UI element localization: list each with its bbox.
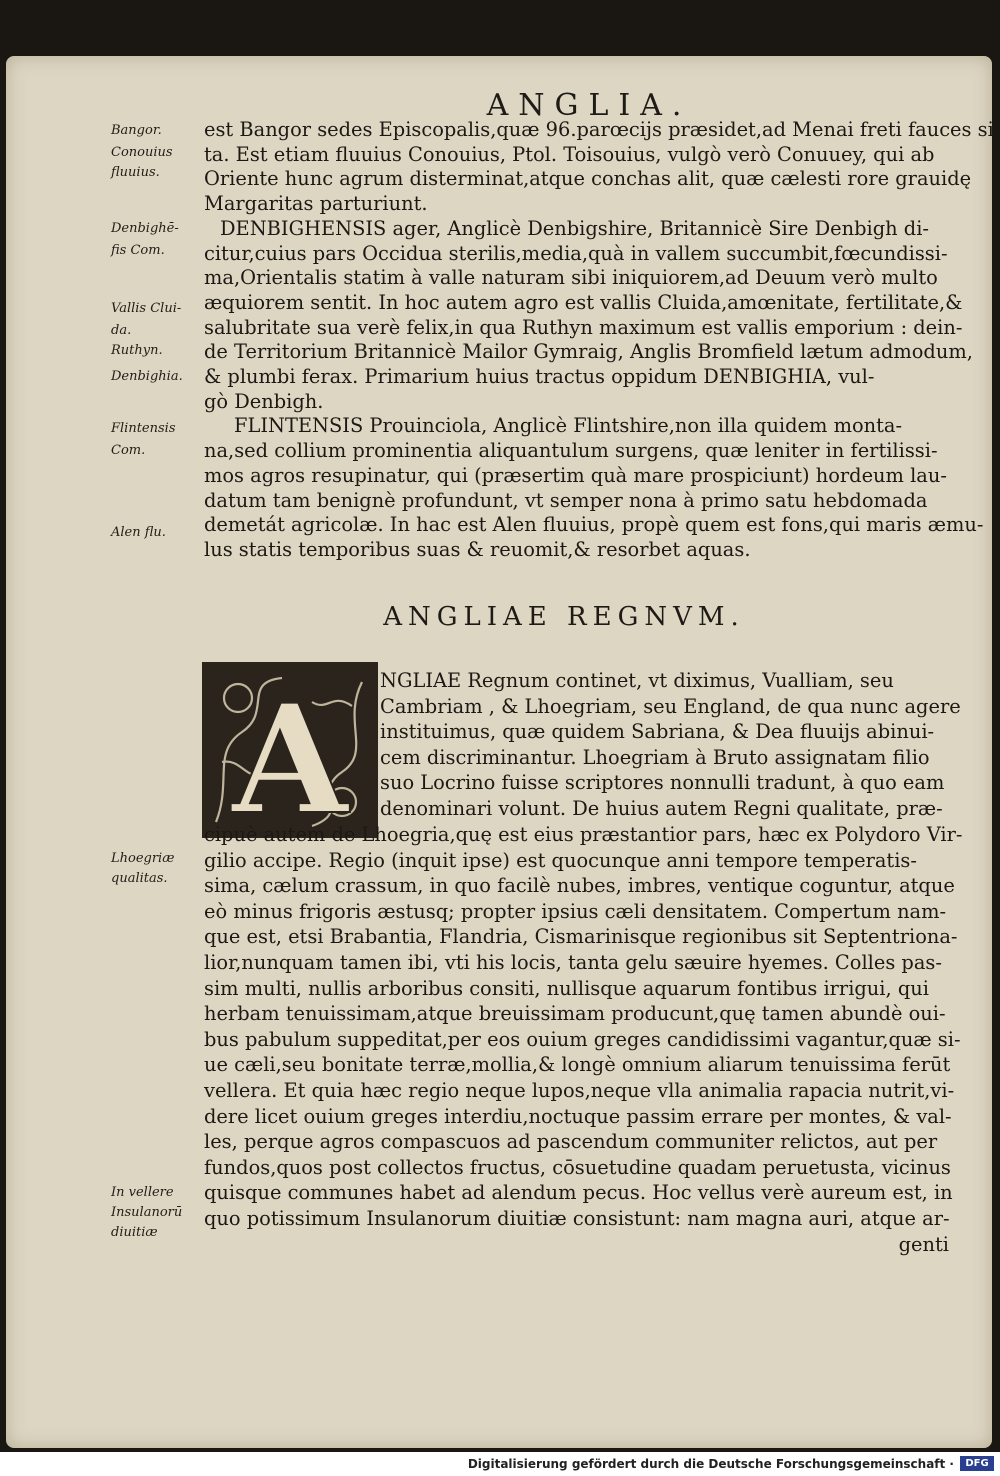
margin-note: Flintensis <box>111 421 176 436</box>
margin-note: Com. <box>111 443 146 458</box>
margin-note: Denbighē- <box>111 221 179 236</box>
text-line: suo Locrino fuisse scriptores nonnulli tradunt, à quo eam <box>380 771 945 795</box>
text-line: cipuè autem de Lhoegria,quę est eius præstantior pars, hæc ex Polydoro Vir- <box>204 823 963 846</box>
catchword: genti <box>898 1232 949 1256</box>
text-line: cem discriminantur. Lhoegriam à Bruto assignatam filio <box>380 745 930 769</box>
text-line: sima, cælum crassum, in quo facilè nubes, imbres, ventique coguntur, atque <box>204 874 955 898</box>
text-line: citur,cuius pars Occidua sterilis,media,quà in vallem succumbit,fœcundissi- <box>204 241 948 265</box>
text-line: herbam tenuissimam,atque breuissimam producunt,quę tamen abundè oui- <box>204 1002 946 1026</box>
text-line: instituimus, quæ quidem Sabriana, & Dea fluuijs abinui- <box>380 720 935 744</box>
text-line: quo potissimum Insulanorum diuitiæ consistunt: nam magna auri, atque ar- <box>204 1206 950 1230</box>
margin-note: Conouius <box>111 145 173 160</box>
text-line: na,sed collium prominentia aliquantulum surgens, quæ leniter in fertilissi- <box>204 439 938 463</box>
text-line: salubritate sua verè felix,in qua Ruthyn maximum est vallis emporium : dein- <box>204 315 963 339</box>
margin-note: da. <box>111 323 132 338</box>
text-line: de Territorium Britannicè Mailor Gymraig, Anglis Bromfield lætum admodum, <box>204 340 973 364</box>
text-line: ma,Orientalis statim à valle naturam sibi iniquiorem,ad Deuum verò multo <box>204 266 938 290</box>
margin-note: diuitiæ <box>111 1225 158 1240</box>
text-line: NGLIAE Regnum continet, vt diximus, Vualliam, seu <box>380 669 894 692</box>
margin-note: Vallis Clui- <box>111 301 182 316</box>
text-line: est Bangor sedes Episcopalis,quæ 96.parœcijs præsidet,ad Menai freti fauces si- <box>204 118 1000 141</box>
margin-note: Insulanorū <box>111 1205 183 1220</box>
text-line: sim multi, nullis arboribus consiti, nullisque aquarum fontibus irrigui, qui <box>204 976 929 1000</box>
text-line: & plumbi ferax. Primarium huius tractus oppidum DENBIGHIA, vul- <box>204 365 875 389</box>
paragraph-england-body <box>204 822 963 1257</box>
decorated-initial-icon <box>202 662 378 838</box>
margin-note: Denbighia. <box>111 369 183 384</box>
paragraph-england-intro <box>380 668 961 822</box>
dfg-logo[interactable]: DFG <box>960 1456 994 1471</box>
margin-note: In vellere <box>111 1185 174 1200</box>
text-line: DENBIGHENSIS ager, Anglicè Denbigshire, Britannicè Sire Denbigh di- <box>220 216 929 240</box>
text-line: fundos,quos post collectos fructus, cōsuetudine quadam peruetusta, vicinus <box>204 1155 951 1179</box>
text-line: que est, etsi Brabantia, Flandria, Cismarinisque regionibus sit Septentriona- <box>204 925 958 949</box>
text-line: æquiorem sentit. In hoc autem agro est vallis Cluida,amœnitate, fertilitate,& <box>204 290 963 314</box>
margin-note: Alen flu. <box>111 525 166 540</box>
text-line: Oriente hunc agrum disterminat,atque conchas alit, quæ cælesti rore grauidę <box>204 167 972 191</box>
text-line: datum tam benignè profundunt, vt semper nona à primo satu hebdomada <box>204 488 928 512</box>
text-line: denominari volunt. De huius autem Regni qualitate, præ- <box>380 796 943 820</box>
text-line: dere licet ouium greges interdiu,noctuque passim errare per montes, & val- <box>204 1104 952 1128</box>
margin-note: fluuius. <box>111 165 160 180</box>
text-line: FLINTENSIS Prouinciola, Anglicè Flintshire,non illa quidem monta- <box>234 414 903 438</box>
margin-note: qualitas. <box>111 871 168 886</box>
margin-note: Lhoegriæ <box>111 851 175 866</box>
text-line: demetát agricolæ. In hac est Alen fluuius, propè quem est fons,qui maris æmu- <box>204 513 984 537</box>
text-line: lus statis temporibus suas & reuomit,& resorbet aquas. <box>204 537 751 561</box>
margin-note: Bangor. <box>111 123 162 138</box>
text-line: gilio accipe. Regio (inquit ipse) est quocunque anni tempore temperatis- <box>204 848 917 872</box>
text-line: bus pabulum suppeditat,per eos ouium greges candidissimi vagantur,quæ si- <box>204 1027 961 1051</box>
text-line: les, perque agros compascuos ad pascendum communiter relictos, aut per <box>204 1130 938 1154</box>
text-line: vellera. Et quia hæc regio neque lupos,neque vlla animalia rapacia nutrit,vi- <box>204 1078 955 1102</box>
text-line: quisque communes habet ad alendum pecus. Hoc vellus verè aureum est, in <box>204 1181 953 1205</box>
margin-note: Ruthyn. <box>111 343 163 358</box>
text-line: Margaritas parturiunt. <box>204 192 428 216</box>
footer-bar <box>0 1452 1000 1476</box>
text-line: lior,nunquam tamen ibi, vti his locis, tanta gelu sæuire hyemes. Colles pas- <box>204 950 942 974</box>
text-line: gò Denbigh. <box>204 389 324 413</box>
funding-notice: Digitalisierung gefördert durch die Deutsche Forschungsgemeinschaft · <box>467 1457 954 1471</box>
book-page <box>6 56 1000 1448</box>
text-line: ta. Est etiam fluuius Conouius, Ptol. Toisouius, vulgò verò Conuuey, qui ab <box>204 142 935 166</box>
text-line: eò minus frigoris æstusq; propter ipsius cæli densitatem. Compertum nam- <box>204 899 947 923</box>
text-line: Cambriam , & Lhoegriam, seu England, de qua nunc agere <box>380 694 961 718</box>
running-header: ANGLIA. <box>486 88 692 123</box>
text-line: mos agros resupinatur, qui (præsertim quà mare prospiciunt) hordeum lau- <box>204 463 947 487</box>
text-line: ue cæli,seu bonitate terræ,mollia,& longè omnium aliarum tenuissima ferūt <box>204 1053 951 1077</box>
paragraph-wales <box>204 118 1000 563</box>
initial-letter: A <box>231 672 349 838</box>
margin-note: fis Com. <box>111 243 165 258</box>
section-title: ANGLIAE REGNVM. <box>383 602 745 632</box>
